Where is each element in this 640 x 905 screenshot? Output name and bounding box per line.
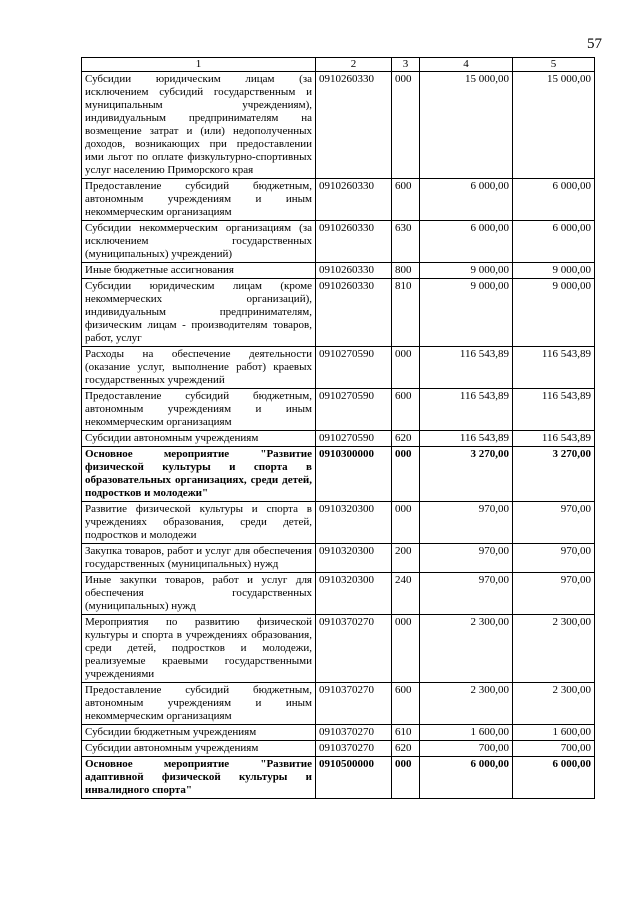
header-col-3: 3 [392,58,420,72]
row-name: Основное мероприятие "Развитие адаптивной физической культуры и инвалидного спорта" [82,757,316,799]
row-code: 0910370270 [316,615,392,683]
row-code: 0910270590 [316,431,392,447]
row-code: 0910370270 [316,725,392,741]
table-row [82,279,595,347]
row-value-2: 1 600,00 [513,725,595,741]
row-type: 620 [392,431,420,447]
row-type: 620 [392,741,420,757]
row-type: 610 [392,725,420,741]
table-row [82,431,595,447]
row-name: Развитие физической культуры и спорта в учреждениях образования, среди детей, подростков и молодежи [82,502,316,544]
row-value-2: 6 000,00 [513,757,595,799]
budget-table [81,57,595,799]
table-row [82,573,595,615]
row-name: Иные закупки товаров, работ и услуг для обеспечения государственных (муниципальных) нужд [82,573,316,615]
row-type: 600 [392,683,420,725]
row-value-2: 116 543,89 [513,389,595,431]
table-row [82,757,595,799]
row-value-1: 116 543,89 [420,389,513,431]
row-value-2: 2 300,00 [513,683,595,725]
row-value-1: 116 543,89 [420,347,513,389]
header-col-1: 1 [82,58,316,72]
header-col-5: 5 [513,58,595,72]
row-name: Закупка товаров, работ и услуг для обеспечения государственных (муниципальных) нужд [82,544,316,573]
row-code: 0910260330 [316,263,392,279]
table-row [82,725,595,741]
row-type: 800 [392,263,420,279]
row-name: Предоставление субсидий бюджетным, автономным учреждениям и иным некоммерческим организациям [82,389,316,431]
row-name: Субсидии автономным учреждениям [82,741,316,757]
table-row [82,447,595,502]
row-code: 0910270590 [316,347,392,389]
row-name: Субсидии некоммерческим организациям (за исключением государственных (муниципальных) учреждений) [82,221,316,263]
row-value-1: 970,00 [420,544,513,573]
row-code: 0910260330 [316,72,392,179]
row-name: Основное мероприятие "Развитие физической культуры и спорта в образовательных организациях, среди детей, подростков и молодежи" [82,447,316,502]
row-name: Субсидии автономным учреждениям [82,431,316,447]
table-body [82,72,595,799]
row-name: Иные бюджетные ассигнования [82,263,316,279]
row-code: 0910320300 [316,573,392,615]
row-code: 0910260330 [316,279,392,347]
row-code: 0910500000 [316,757,392,799]
row-value-1: 2 300,00 [420,615,513,683]
row-value-1: 970,00 [420,573,513,615]
table-row [82,502,595,544]
row-value-2: 116 543,89 [513,431,595,447]
row-type: 200 [392,544,420,573]
row-value-1: 2 300,00 [420,683,513,725]
row-type: 630 [392,221,420,263]
row-type: 810 [392,279,420,347]
row-code: 0910370270 [316,683,392,725]
row-value-2: 6 000,00 [513,221,595,263]
header-col-2: 2 [316,58,392,72]
row-name: Субсидии юридическим лицам (за исключением субсидий государственным и муниципальным учреждениям), индивидуальным предпринимателям на возмещение затрат и (или) недополученных доходов, возникающих при предоставлении ими льгот по оплате физкультурно-спортивных услуг населению Приморского края [82,72,316,179]
row-value-2: 2 300,00 [513,615,595,683]
row-name: Предоставление субсидий бюджетным, автономным учреждениям и иным некоммерческим организациям [82,179,316,221]
row-type: 600 [392,179,420,221]
row-code: 0910260330 [316,179,392,221]
table-row [82,263,595,279]
row-value-1: 15 000,00 [420,72,513,179]
row-type: 000 [392,615,420,683]
table-row [82,389,595,431]
row-value-2: 970,00 [513,573,595,615]
row-code: 0910320300 [316,502,392,544]
page-number: 57 [587,36,602,52]
row-type: 240 [392,573,420,615]
row-name: Расходы на обеспечение деятельности (оказание услуг, выполнение работ) краевых государственных учреждений [82,347,316,389]
table-row [82,683,595,725]
row-value-1: 6 000,00 [420,221,513,263]
row-value-2: 15 000,00 [513,72,595,179]
row-value-1: 970,00 [420,502,513,544]
header-row [82,58,595,72]
table-row [82,221,595,263]
table-row [82,544,595,573]
row-value-2: 6 000,00 [513,179,595,221]
row-value-1: 9 000,00 [420,263,513,279]
row-value-2: 970,00 [513,502,595,544]
row-value-1: 3 270,00 [420,447,513,502]
row-value-2: 700,00 [513,741,595,757]
row-code: 0910320300 [316,544,392,573]
row-name: Субсидии юридическим лицам (кроме некоммерческих организаций), индивидуальным предпринимателям, физическим лицам - производителям товаров, работ, услуг [82,279,316,347]
row-value-2: 116 543,89 [513,347,595,389]
row-code: 0910370270 [316,741,392,757]
row-type: 000 [392,757,420,799]
row-type: 000 [392,347,420,389]
row-code: 0910270590 [316,389,392,431]
row-type: 000 [392,502,420,544]
row-type: 000 [392,447,420,502]
row-value-1: 6 000,00 [420,757,513,799]
row-name: Предоставление субсидий бюджетным, автономным учреждениям и иным некоммерческим организациям [82,683,316,725]
header-col-4: 4 [420,58,513,72]
row-value-2: 970,00 [513,544,595,573]
row-name: Субсидии бюджетным учреждениям [82,725,316,741]
row-value-2: 9 000,00 [513,263,595,279]
row-code: 0910300000 [316,447,392,502]
row-type: 600 [392,389,420,431]
row-value-1: 1 600,00 [420,725,513,741]
table-row [82,179,595,221]
row-value-2: 3 270,00 [513,447,595,502]
table-row [82,615,595,683]
row-type: 000 [392,72,420,179]
row-value-2: 9 000,00 [513,279,595,347]
row-code: 0910260330 [316,221,392,263]
table-row [82,347,595,389]
row-value-1: 116 543,89 [420,431,513,447]
table-row [82,741,595,757]
row-value-1: 9 000,00 [420,279,513,347]
row-value-1: 6 000,00 [420,179,513,221]
row-name: Мероприятия по развитию физической культуры и спорта в учреждениях образования, среди детей, подростков и молодежи, реализуемые краевыми государственными учреждениями [82,615,316,683]
table-row [82,72,595,179]
row-value-1: 700,00 [420,741,513,757]
